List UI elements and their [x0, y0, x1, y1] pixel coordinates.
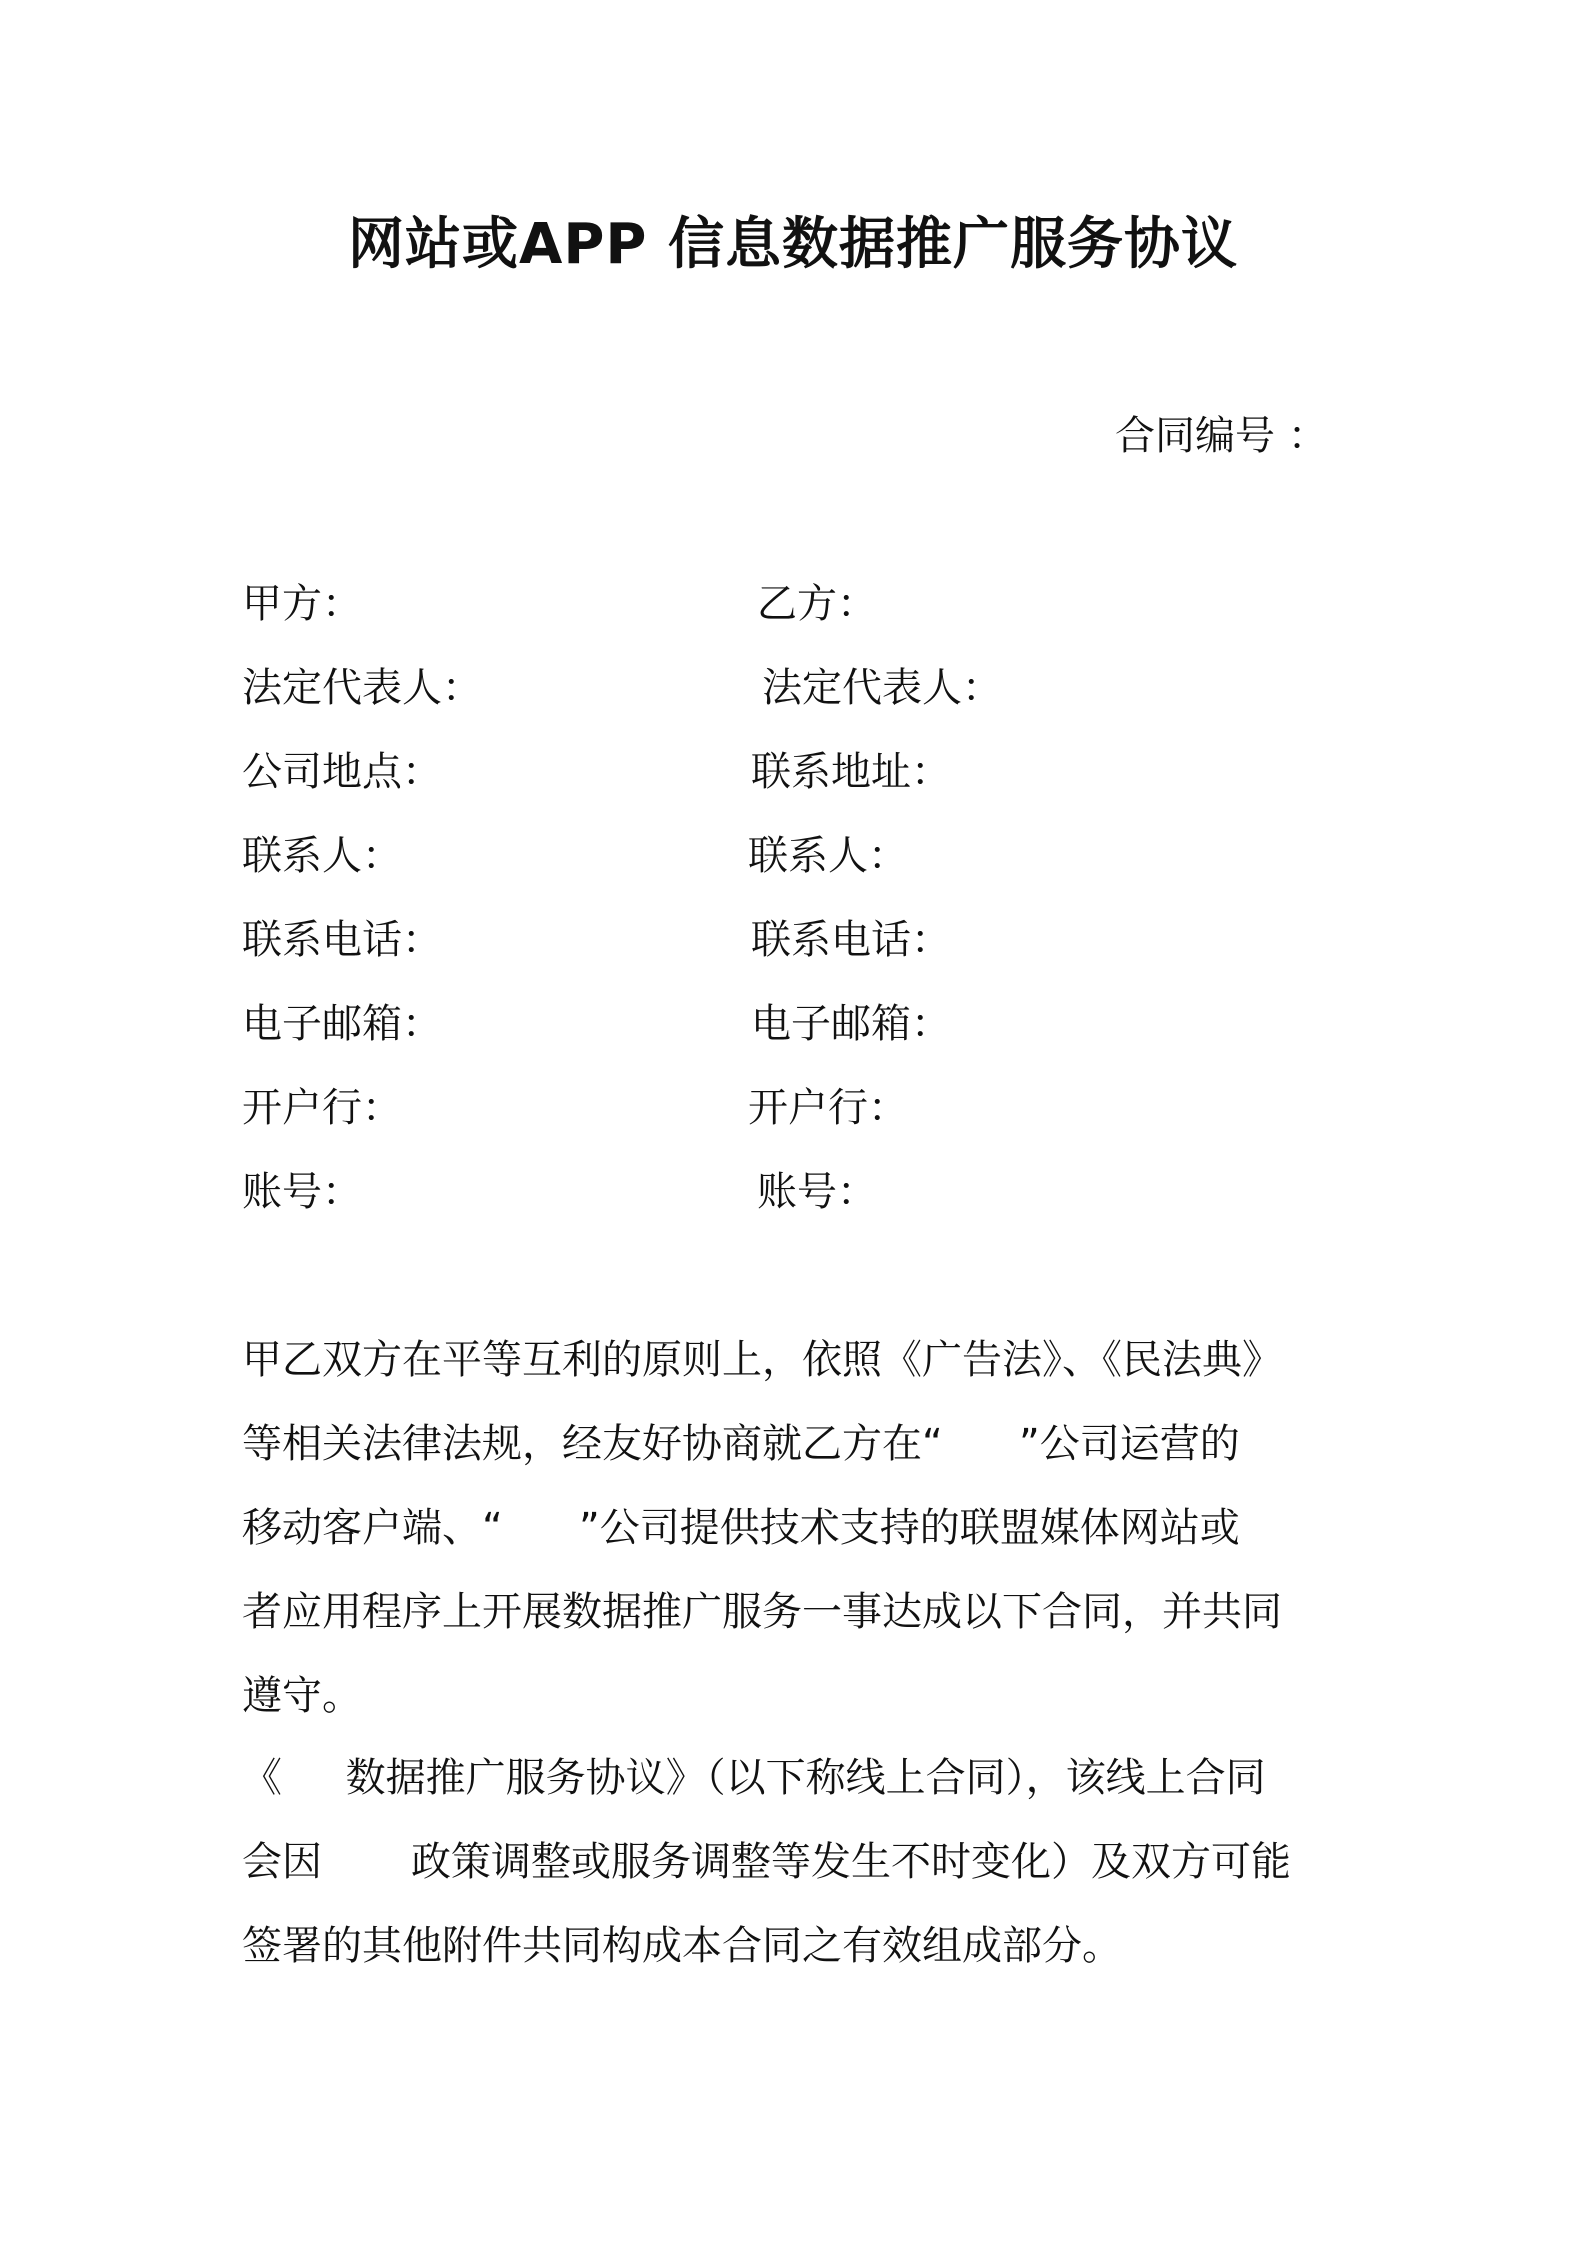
party-b-bank-label: 开户行： — [748, 1085, 908, 1131]
body-paragraph-line: 甲乙双方在平等互利的原则上，依照《广告法》、《民法典》 — [242, 1337, 1282, 1383]
party-b-account-label: 账号： — [757, 1169, 877, 1215]
party-b-phone-label: 联系电话： — [751, 917, 951, 963]
contract-number-label: 合同编号 ： — [1115, 413, 1328, 459]
body-paragraph-line: 移动客户端、“ ”公司提供技术支持的联盟媒体网站或 — [242, 1505, 1240, 1551]
body-paragraph-line: 签署的其他附件共同构成本合同之有效组成部分。 — [242, 1923, 1122, 1969]
party-b-name-label: 乙方： — [757, 581, 877, 627]
party-a-bank-label: 开户行： — [242, 1085, 402, 1131]
party-a-name-label: 甲方： — [242, 581, 362, 627]
party-a-legal-rep-label: 法定代表人： — [242, 665, 482, 711]
party-a-phone-label: 联系电话： — [242, 917, 442, 963]
body-paragraph-line: 遵守。 — [242, 1673, 362, 1719]
party-b-legal-rep-label: 法定代表人： — [762, 665, 1002, 711]
body-paragraph-line: 会因 政策调整或服务调整等发生不时变化）及双方可能 — [242, 1839, 1292, 1885]
party-a-contact-label: 联系人： — [242, 833, 402, 879]
document-title: 网站或APP 信息数据推广服务协议 — [348, 212, 1238, 277]
body-paragraph-line: 《 数据推广服务协议》（以下称线上合同），该线上合同 — [242, 1755, 1266, 1801]
party-b-email-label: 电子邮箱： — [751, 1001, 951, 1047]
body-paragraph-line: 者应用程序上开展数据推广服务一事达成以下合同，并共同 — [242, 1589, 1282, 1635]
body-paragraph-line: 等相关法律法规，经友好协商就乙方在“ ”公司运营的 — [242, 1421, 1240, 1467]
party-b-address-label: 联系地址： — [751, 749, 951, 795]
party-a-email-label: 电子邮箱： — [242, 1001, 442, 1047]
party-a-account-label: 账号： — [242, 1169, 362, 1215]
party-a-address-label: 公司地点： — [242, 749, 442, 795]
party-b-contact-label: 联系人： — [748, 833, 908, 879]
